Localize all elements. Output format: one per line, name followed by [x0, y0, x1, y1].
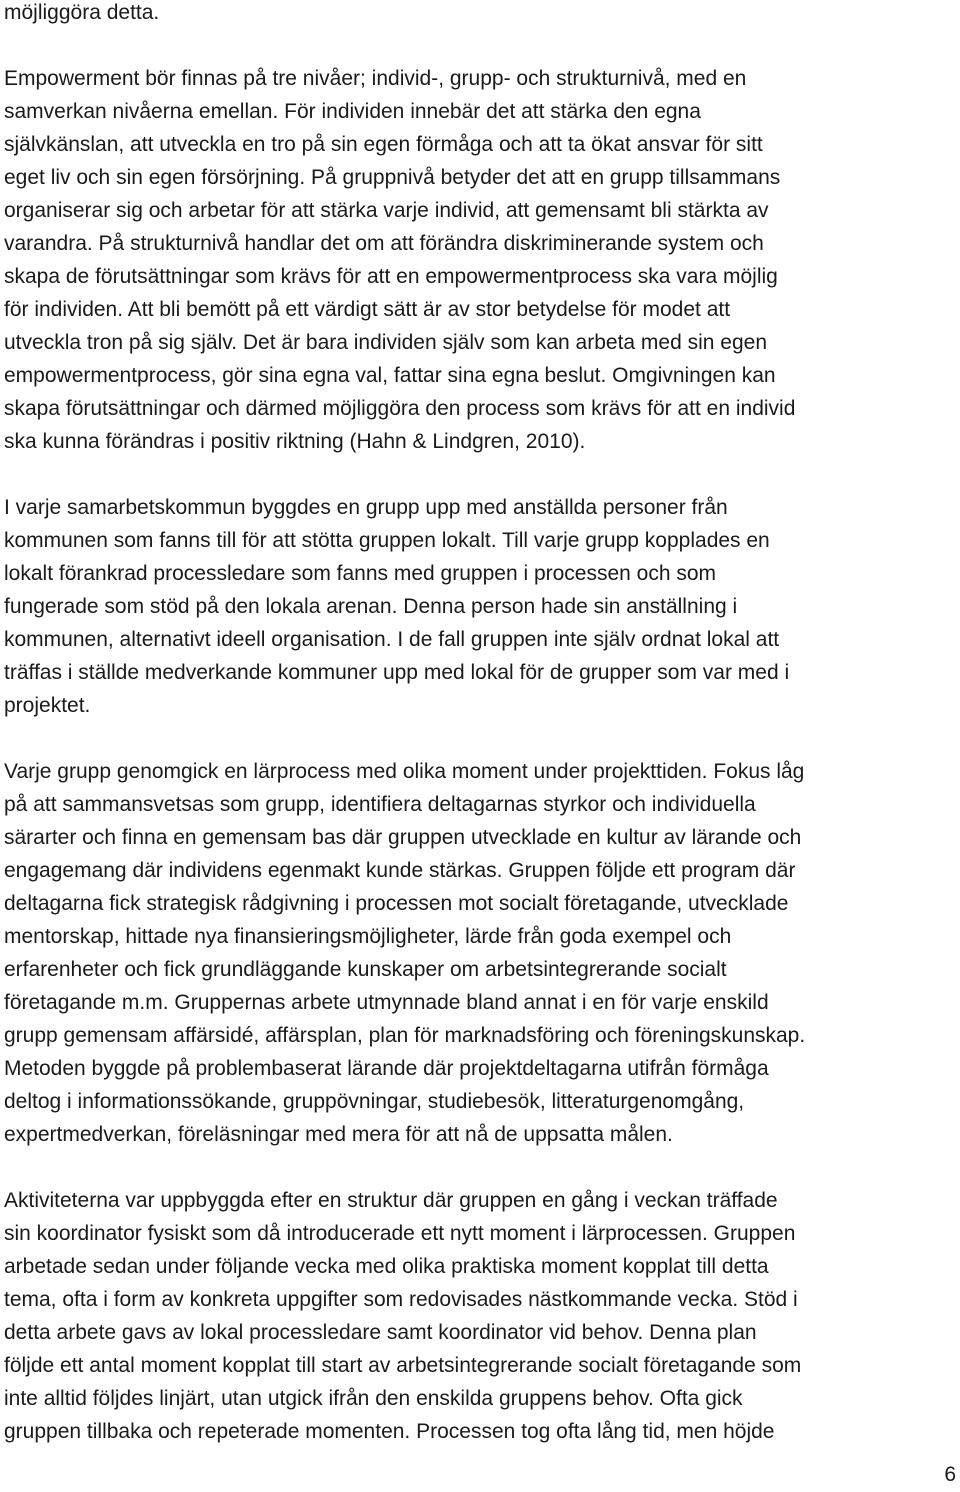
text-line: Varje grupp genomgick en lärprocess med olika moment under projekttiden. Fokus låg	[4, 760, 805, 783]
text-line: lokalt förankrad processledare som fanns med gruppen i processen och som	[4, 562, 717, 585]
text-line: skapa förutsättningar och därmed möjliggöra den process som krävs för att en individ	[4, 397, 796, 420]
text-line: särarter och finna en gemensam bas där gruppen utvecklade en kultur av lärande och	[4, 826, 802, 849]
text-line: samverkan nivåerna emellan. För individen innebär det att stärka den egna	[4, 100, 701, 123]
paragraph-municipal-groups	[4, 491, 954, 722]
text-line: utveckla tron på sig själv. Det är bara individen själv som kan arbeta med sin egen	[4, 331, 768, 354]
paragraph-empowerment-levels	[4, 62, 954, 458]
text-line: kommunen, alternativt ideell organisation. I de fall gruppen inte själv ordnat lokal att	[4, 628, 780, 651]
text-line: detta arbete gavs av lokal processledare samt koordinator vid behov. Denna plan	[4, 1321, 757, 1344]
text-line: fungerade som stöd på den lokala arenan. Denna person hade sin anställning i	[4, 595, 738, 618]
text-line: för individen. Att bli bemött på ett värdigt sätt är av stor betydelse för modet att	[4, 298, 731, 321]
text-line: organiserar sig och arbetar för att stärka varje individ, att gemensamt bli stärkta av	[4, 199, 769, 222]
text-line: gruppen tillbaka och repeterade momenten. Processen tog ofta lång tid, men höjde	[4, 1420, 775, 1443]
text-line: följde ett antal moment kopplat till start av arbetsintegrerande socialt företagande som	[4, 1354, 802, 1377]
text-line: Metoden byggde på problembaserat lärande där projektdeltagarna utifrån förmåga	[4, 1057, 769, 1080]
text-line: tema, ofta i form av konkreta uppgifter som redovisades nästkommande vecka. Stöd i	[4, 1288, 798, 1311]
text-line: företagande m.m. Gruppernas arbete utmynnade bland annat i en för varje enskild	[4, 991, 769, 1014]
text-line: skapa de förutsättningar som krävs för att en empowermentprocess ska vara möjlig	[4, 265, 778, 288]
paragraph-continuation	[4, 0, 954, 29]
text-line: Empowerment bör finnas på tre nivåer; individ-, grupp- och strukturnivå, med en	[4, 67, 747, 90]
paragraph-activities	[4, 1184, 954, 1448]
text-line: empowermentprocess, gör sina egna val, fattar sina egna beslut. Omgivningen kan	[4, 364, 776, 387]
text-line: mentorskap, hittade nya finansieringsmöjligheter, lärde från goda exempel och	[4, 925, 732, 948]
text-line: möjliggöra detta.	[4, 1, 160, 24]
text-line: självkänslan, att utveckla en tro på sin egen förmåga och att ta ökat ansvar för sitt	[4, 133, 763, 156]
text-line: deltog i informationssökande, gruppövningar, studiebesök, litteraturgenomgång,	[4, 1090, 745, 1113]
text-line: varandra. På strukturnivå handlar det om att förändra diskriminerande system och	[4, 232, 764, 255]
text-line: eget liv och sin egen försörjning. På gruppnivå betyder det att en grupp tillsammans	[4, 166, 781, 189]
text-line: engagemang där individens egenmakt kunde stärkas. Gruppen följde ett program där	[4, 859, 796, 882]
text-line: grupp gemensam affärsidé, affärsplan, plan för marknadsföring och föreningskunskap.	[4, 1024, 806, 1047]
text-line: sin koordinator fysiskt som då introducerade ett nytt moment i lärprocessen. Gruppen	[4, 1222, 796, 1245]
text-line: I varje samarbetskommun byggdes en grupp upp med anställda personer från	[4, 496, 728, 519]
text-line: inte alltid följdes linjärt, utan utgick ifrån den enskilda gruppens behov. Ofta gick	[4, 1387, 743, 1410]
text-line: Aktiviteterna var uppbyggda efter en struktur där gruppen en gång i veckan träffade	[4, 1189, 778, 1212]
text-line: projektet.	[4, 694, 91, 717]
text-line: kommunen som fanns till för att stötta gruppen lokalt. Till varje grupp kopplades en	[4, 529, 770, 552]
text-line: deltagarna fick strategisk rådgivning i processen mot socialt företagande, utvecklade	[4, 892, 789, 915]
text-line: arbetade sedan under följande vecka med olika praktiska moment kopplat till detta	[4, 1255, 769, 1278]
text-line: på att sammansvetsas som grupp, identifiera deltagarnas styrkor och individuella	[4, 793, 756, 816]
paragraph-learning-process	[4, 755, 954, 1151]
text-line: ska kunna förändras i positiv riktning (Hahn & Lindgren, 2010).	[4, 430, 586, 453]
text-line: erfarenheter och fick grundläggande kunskaper om arbetsintegrerande socialt	[4, 958, 727, 981]
page-number: 6	[944, 1463, 956, 1486]
text-line: expertmedverkan, föreläsningar med mera för att nå de uppsatta målen.	[4, 1123, 673, 1146]
text-line: träffas i ställde medverkande kommuner upp med lokal för de grupper som var med i	[4, 661, 790, 684]
